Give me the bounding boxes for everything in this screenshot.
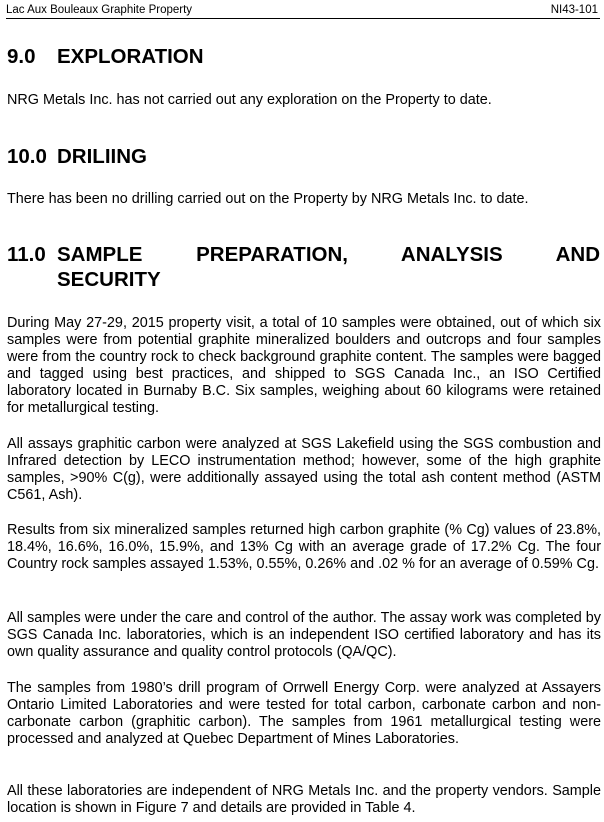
section-11-paragraph-2: All assays graphitic carbon were analyzed at SGS Lakefield using the SGS combustion and Infrared detection by LECO instrumentation method; however, some of the high graphite samples, >90% C(g), were additionally assayed using the total ash content method (ASTM C561, Ash). [7, 436, 601, 504]
document-code: NI43-101 [550, 4, 598, 16]
page-header [6, 3, 600, 19]
section-11-paragraph-6: All these laboratories are independent of NRG Metals Inc. and the property vendors. Sample location is shown in Figure 7 and details are provided in Table 4. [7, 783, 601, 817]
section-10-title: DRILIING [57, 145, 147, 168]
section-11-title-line-1: SAMPLE PREPARATION, ANALYSIS AND [57, 243, 600, 266]
document-title: Lac Aux Bouleaux Graphite Property [6, 4, 193, 16]
section-10-number: 10.0 [7, 145, 47, 168]
section-11-number: 11.0 [7, 243, 46, 266]
section-9-heading [7, 44, 204, 69]
section-10-heading [7, 144, 147, 169]
section-9-number: 9.0 [7, 45, 36, 68]
section-10-body: There has been no drilling carried out on the Property by NRG Metals Inc. to date. [7, 191, 529, 207]
section-9-title: EXPLORATION [57, 45, 204, 68]
section-11-paragraph-1: During May 27-29, 2015 property visit, a total of 10 samples were obtained, out of which six samples were from potential graphite mineralized boulders and outcrops and four samples were from the country rock to check background graphite content. The samples were bagged and tagged using best practices, and shipped to SGS Canada Inc., an ISO Certified laboratory located in Burnaby B.C. Six samples, weighing about 60 kilograms were retained for metallurgical testing. [7, 315, 601, 417]
section-11-title [57, 242, 600, 292]
section-11-paragraph-3: Results from six mineralized samples returned high carbon graphite (% Cg) values of 23.8%, 18.4%, 16.6%, 16.0%, 15.9%, and 13% Cg with an average grade of 17.2% Cg. The four Country rock samples assayed 1.53%, 0.55%, 0.26% and .02 % for an average of 0.59% Cg. [7, 522, 601, 573]
section-11-title-line-2: SECURITY [57, 268, 161, 291]
section-11-paragraph-4: All samples were under the care and control of the author. The assay work was completed by SGS Canada Inc. laboratories, which is an independent ISO certified laboratory and has its own quality assurance and quality control protocols (QA/QC). [7, 610, 601, 661]
section-11-heading [7, 242, 600, 292]
section-9-body: NRG Metals Inc. has not carried out any exploration on the Property to date. [7, 92, 492, 108]
section-11-paragraph-5: The samples from 1980’s drill program of Orrwell Energy Corp. were analyzed at Assayers Ontario Limited Laboratories and were tested for total carbon, carbonate carbon and non-carbonate carbon (graphitic carbon). The samples from 1961 metallurgical testing were processed and analyzed at Quebec Department of Mines Laboratories. [7, 680, 601, 748]
